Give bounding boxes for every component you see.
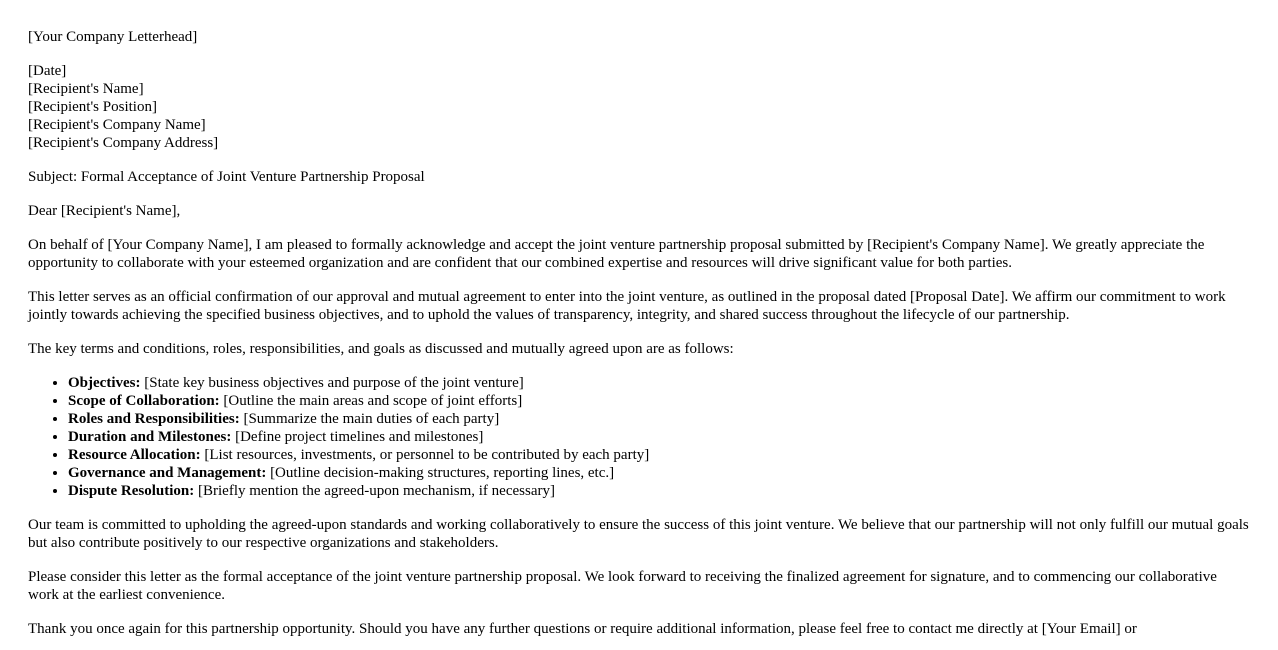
body-paragraph-5: Thank you once again for this partnership opportunity. Should you have any further questions or require additional information, please feel free to contact me directly at [Your Email] or: [28, 621, 1137, 637]
term-label: Governance and Management:: [68, 465, 267, 481]
term-label: Objectives:: [68, 375, 141, 391]
recipient-name-line: [Recipient's Name]: [28, 81, 144, 97]
subject-line: Subject: Formal Acceptance of Joint Venture Partnership Proposal: [28, 169, 425, 185]
list-item: [68, 464, 1250, 482]
recipient-company-line: [Recipient's Company Name]: [28, 117, 206, 133]
term-text: [List resources, investments, or personnel to be contributed by each party]: [200, 447, 650, 463]
term-label: Duration and Milestones:: [68, 429, 232, 445]
term-label: Roles and Responsibilities:: [68, 411, 240, 427]
list-item: [68, 392, 1250, 410]
body-paragraph-4: Please consider this letter as the formal acceptance of the joint venture partnership proposal. We look forward to receiving the finalized agreement for signature, and to commencing our collaborative work at the earliest convenience.: [28, 569, 1217, 603]
date-line: [Date]: [28, 63, 67, 79]
list-item: [68, 374, 1250, 392]
list-item: [68, 410, 1250, 428]
term-text: [Summarize the main duties of each party]: [239, 411, 500, 427]
term-text: [Define project timelines and milestones]: [231, 429, 484, 445]
term-text: [Outline decision-making structures, reporting lines, etc.]: [266, 465, 615, 481]
address-block: [28, 62, 1250, 152]
recipient-position-line: [Recipient's Position]: [28, 99, 157, 115]
term-label: Dispute Resolution:: [68, 483, 195, 499]
salutation: Dear [Recipient's Name],: [28, 203, 181, 219]
list-item: [68, 482, 1250, 500]
body-paragraph-1: On behalf of [Your Company Name], I am pleased to formally acknowledge and accept the joint venture partnership proposal submitted by [Recipient's Company Name]. We greatly appreciate the opportunity to collaborate with your esteemed organization and are confident that our combined expertise and resources will drive significant value for both parties.: [28, 237, 1205, 271]
body-paragraph-3: Our team is committed to upholding the agreed-upon standards and working collaboratively to ensure the success of this joint venture. We believe that our partnership will not only fulfill our mutual goals but also contribute positively to our respective organizations and stakeholders.: [28, 517, 1249, 551]
term-text: [State key business objectives and purpose of the joint venture]: [140, 375, 524, 391]
terms-intro: The key terms and conditions, roles, responsibilities, and goals as discussed and mutually agreed upon are as follows:: [28, 341, 734, 357]
term-text: [Briefly mention the agreed-upon mechanism, if necessary]: [194, 483, 555, 499]
letterhead: [Your Company Letterhead]: [28, 29, 198, 45]
list-item: [68, 446, 1250, 464]
term-label: Scope of Collaboration:: [68, 393, 220, 409]
recipient-address-line: [Recipient's Company Address]: [28, 135, 219, 151]
body-paragraph-2: This letter serves as an official confirmation of our approval and mutual agreement to enter into the joint venture, as outlined in the proposal dated [Proposal Date]. We affirm our commitment to work jointly towards achieving the specified business objectives, and to uphold the values of transparency, integrity, and shared success throughout the lifecycle of our partnership.: [28, 289, 1226, 323]
terms-list: [28, 374, 1250, 500]
term-text: [Outline the main areas and scope of joint efforts]: [219, 393, 523, 409]
list-item: [68, 428, 1250, 446]
term-label: Resource Allocation:: [68, 447, 201, 463]
